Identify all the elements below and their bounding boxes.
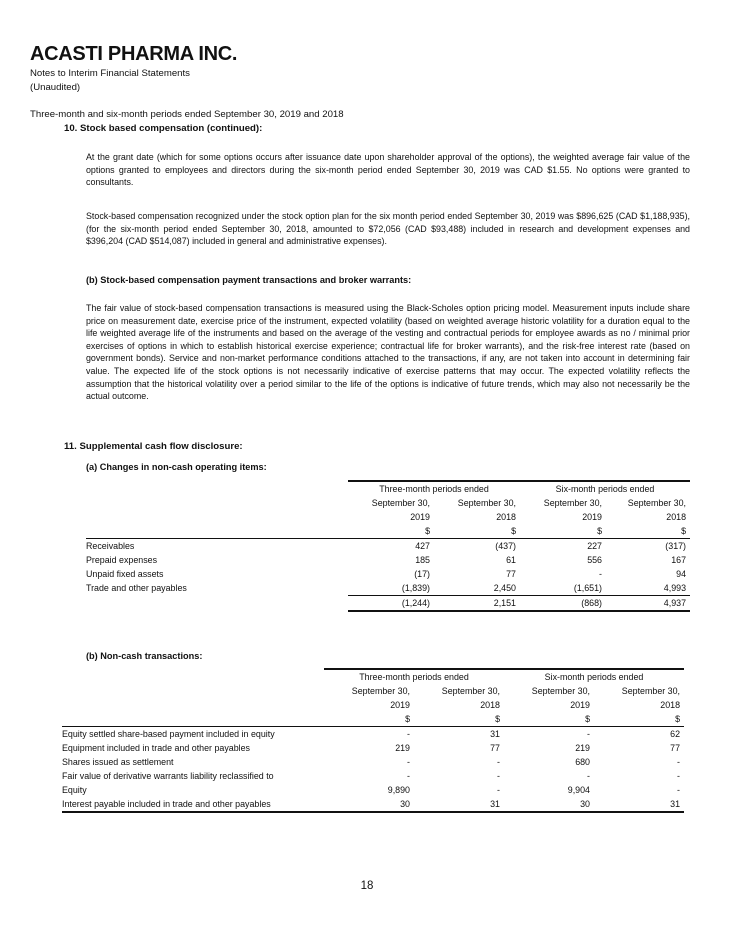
table-column-header-row [62, 684, 684, 698]
column-header: September 30, [457, 498, 516, 508]
row-value: 77 [506, 569, 516, 579]
row-value: (1,651) [520, 581, 606, 596]
row-label: Equity settled share-based payment included in equity [62, 729, 275, 739]
document-subtitle: Notes to Interim Financial Statements [30, 68, 190, 79]
row-value: 185 [415, 555, 430, 565]
row-label: Unpaid fixed assets [86, 569, 164, 579]
row-value: - [407, 757, 410, 767]
row-value: 30 [324, 797, 414, 812]
row-value: (1,839) [348, 581, 434, 596]
table-row [86, 539, 690, 554]
table-row [62, 769, 684, 783]
section-11a-heading: (a) Changes in non-cash operating items: [86, 462, 267, 472]
section-10-paragraph-2: Stock-based compensation recognized under the stock option plan for the six month period ended September 30, 2019 was $896,625 (CAD $1,188,935), (for the six-month period ended September 30, 2018, amounted to $72,056 (CAD $93,488) included in research and development expenses and $396,204 (CAD $514,087) included in general and administrative expenses). [86, 211, 690, 247]
row-value: - [497, 771, 500, 781]
table-year-header-row [62, 698, 684, 712]
row-label: Receivables [86, 541, 135, 551]
section-10-heading: 10. Stock based compensation (continued): [64, 123, 263, 134]
column-year: 2019 [410, 512, 430, 522]
row-label: Interest payable included in trade and other payables [62, 797, 324, 812]
row-label: Fair value of derivative warrants liability reclassified to [62, 771, 274, 781]
currency-symbol: $ [594, 712, 684, 727]
row-value: - [587, 729, 590, 739]
row-value: - [677, 757, 681, 767]
table-row [62, 741, 684, 755]
row-value: 219 [395, 743, 410, 753]
table-row [62, 755, 684, 769]
row-value: 4,993 [606, 581, 690, 596]
row-value: 167 [671, 555, 687, 565]
column-header: September 30, [371, 498, 430, 508]
column-header: September 30, [441, 686, 500, 696]
table-row [86, 553, 690, 567]
section-10-paragraph-1: At the grant date (which for some options occurs after issuance date upon shareholder approval of the options), the weighted average fair value of the options granted to employees and directors during the six-month period ended September 30, 2019 was CAD $1.55. No options were granted to consultants. [86, 152, 690, 188]
row-value: 680 [575, 757, 590, 767]
column-year: 2018 [496, 512, 516, 522]
row-value: - [407, 729, 410, 739]
column-year: 2019 [390, 700, 410, 710]
row-value: (437) [495, 541, 516, 551]
section-11b-heading: (b) Non-cash transactions: [86, 651, 203, 661]
row-value: 219 [575, 743, 590, 753]
currency-symbol: $ [504, 712, 594, 727]
row-value: 9,890 [387, 785, 410, 795]
table-total-row [86, 596, 690, 612]
column-header: September 30, [543, 498, 602, 508]
row-value: 61 [506, 555, 516, 565]
section-11-heading: 11. Supplemental cash flow disclosure: [64, 441, 243, 452]
total-value: (868) [520, 596, 606, 612]
row-value: 62 [670, 729, 681, 739]
row-value: (317) [665, 541, 687, 551]
column-year: 2019 [570, 700, 590, 710]
column-year: 2019 [582, 512, 602, 522]
non-cash-operating-items-table [86, 480, 690, 612]
table-column-header-row [86, 496, 690, 510]
currency-symbol: $ [434, 524, 520, 539]
row-value: - [599, 569, 602, 579]
column-header: September 30, [627, 498, 687, 508]
unaudited-note: (Unaudited) [30, 82, 81, 93]
page-number: 18 [360, 880, 374, 892]
row-value: - [497, 785, 500, 795]
row-value: 227 [587, 541, 602, 551]
group-header-three-month: Three-month periods ended [324, 669, 504, 684]
total-value: (1,244) [348, 596, 434, 612]
total-value: 2,151 [434, 596, 520, 612]
row-label: Prepaid expenses [86, 555, 158, 565]
row-value: - [677, 771, 681, 781]
row-value: - [407, 771, 410, 781]
currency-symbol: $ [348, 524, 434, 539]
row-value: 31 [594, 797, 684, 812]
table-row [86, 581, 690, 596]
currency-symbol: $ [414, 712, 504, 727]
group-header-six-month: Six-month periods ended [504, 669, 684, 684]
row-value: - [587, 771, 590, 781]
row-label: Trade and other payables [86, 583, 187, 594]
row-label: Equipment included in trade and other payables [62, 743, 250, 753]
table-currency-row [62, 712, 684, 727]
section-10b-paragraph: The fair value of stock-based compensation transactions is measured using the Black-Scholes option pricing model. Measurement inputs include share price on measurement date, exercise price of the instrument, expected volatility (based on weighted average historic volatility for a duration equal to the life weighted average life of the instruments and based on the average of the vesting and contractual periods for employee awards as no / minimal prior exercises of options in which to establish historical exercise experience; contractual life for broker warrants), and the risk-free interest rate (based on government bonds). Service and non-market performance conditions attached to the transactions, if any, are not taken into account in determining fair value. The expected life of the stock options is not necessarily indicative of exercise patterns that may occur. The expected volatility reflects the assumption that the historical volatility over a period similar to the life of the options is indicative of future trends, which may also not necessarily be the actual outcome. [86, 303, 690, 402]
currency-symbol: $ [520, 524, 606, 539]
row-value: 31 [490, 729, 500, 739]
row-value: 94 [676, 569, 687, 579]
table-row [62, 727, 684, 742]
currency-symbol: $ [606, 524, 690, 539]
group-header-six-month: Six-month periods ended [520, 481, 690, 496]
row-value: 30 [504, 797, 594, 812]
table-row [62, 797, 684, 812]
period-line: Three-month and six-month periods ended September 30, 2019 and 2018 [30, 109, 344, 120]
total-value: 4,937 [606, 596, 690, 612]
column-year: 2018 [480, 700, 500, 710]
table-group-header-row [62, 669, 684, 684]
table-row [62, 783, 684, 797]
row-value: 556 [587, 555, 602, 565]
non-cash-transactions-table [62, 668, 684, 813]
column-header: September 30, [531, 686, 590, 696]
row-label: Equity [62, 785, 87, 795]
column-header: September 30, [351, 686, 410, 696]
column-year: 2018 [666, 512, 687, 522]
table-year-header-row [86, 510, 690, 524]
group-header-three-month: Three-month periods ended [348, 481, 520, 496]
column-year: 2018 [660, 700, 681, 710]
row-value: 77 [670, 743, 681, 753]
row-value: 9,904 [567, 785, 590, 795]
column-header: September 30, [621, 686, 681, 696]
row-label: Shares issued as settlement [62, 757, 174, 767]
section-10b-heading: (b) Stock-based compensation payment transactions and broker warrants: [86, 275, 412, 285]
table-row [86, 567, 690, 581]
currency-symbol: $ [324, 712, 414, 727]
row-value: - [677, 785, 681, 795]
row-value: 427 [415, 541, 430, 551]
row-value: - [497, 757, 500, 767]
table-group-header-row [86, 481, 690, 496]
table-currency-row [86, 524, 690, 539]
row-value: 77 [490, 743, 500, 753]
row-value: 2,450 [434, 581, 520, 596]
row-value: (17) [414, 569, 430, 579]
company-name: ACASTI PHARMA INC. [30, 43, 238, 65]
row-value: 31 [414, 797, 504, 812]
